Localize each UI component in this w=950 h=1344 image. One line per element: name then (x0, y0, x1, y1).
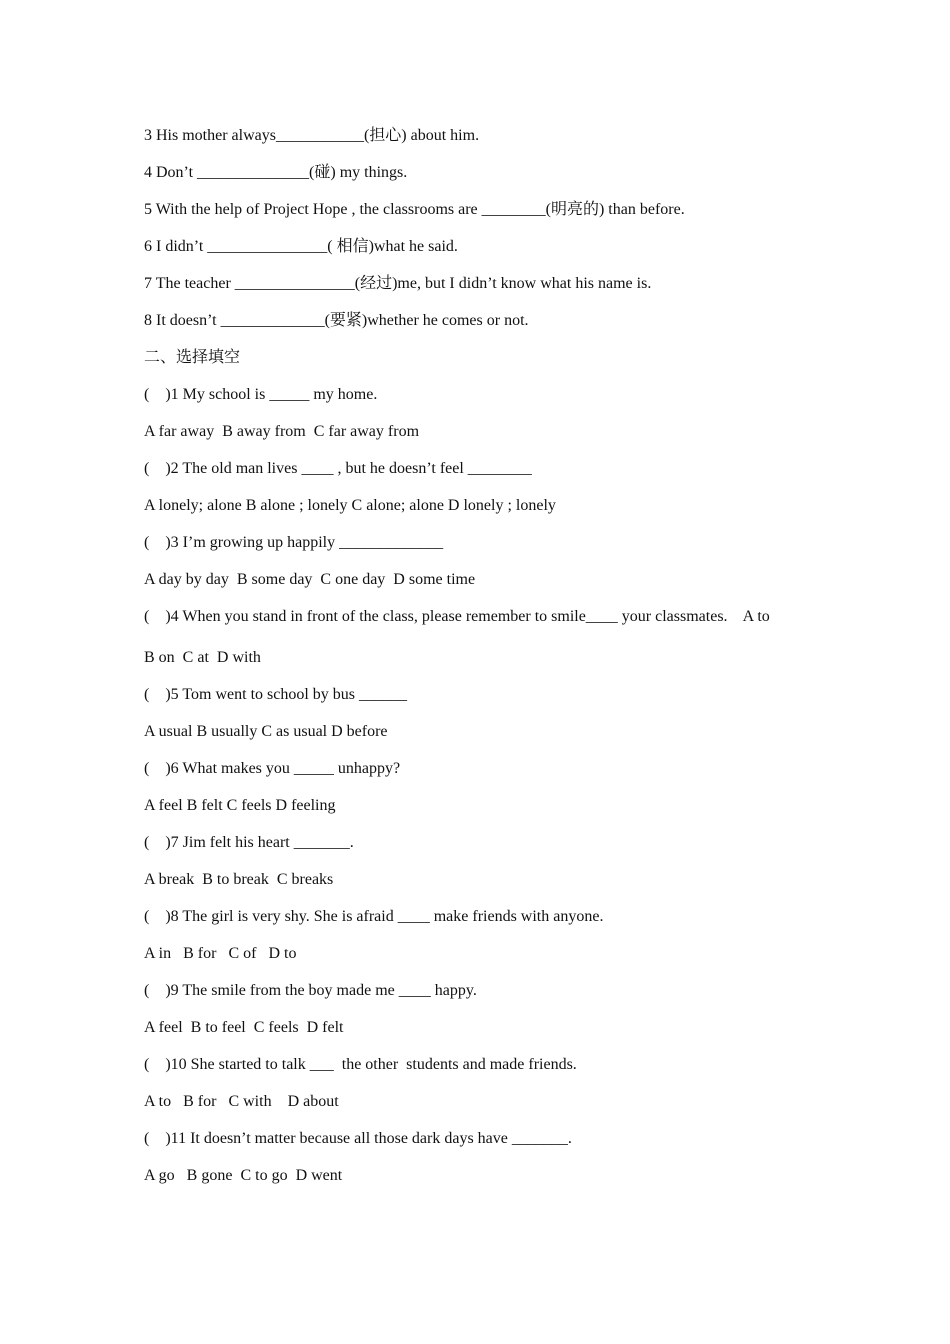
fill-in-item-4: 4 Don’t ______________(碰) my things. (144, 164, 408, 181)
question-6-options: A feel B felt C feels D feeling (144, 797, 336, 814)
fill-in-item-5: 5 With the help of Project Hope , the classrooms are ________(明亮的) than before. (144, 201, 685, 218)
question-4: ( )4 When you stand in front of the class, please remember to smile____ your classmates. A to (144, 608, 770, 625)
question-11-options: A go B gone C to go D went (144, 1167, 343, 1184)
question-8-options: A in B for C of D to (144, 945, 297, 962)
question-1-options: A far away B away from C far away from (144, 423, 420, 440)
fill-in-item-3: 3 His mother always___________(担心) about him. (144, 127, 480, 144)
question-9-options: A feel B to feel C feels D felt (144, 1019, 344, 1036)
fill-in-item-8: 8 It doesn’t _____________(要紧)whether he comes or not. (144, 312, 529, 329)
question-2: ( )2 The old man lives ____ , but he doesn’t feel ________ (144, 460, 532, 477)
fill-in-item-6: 6 I didn’t _______________( 相信)what he said. (144, 238, 458, 255)
question-3: ( )3 I’m growing up happily _____________ (144, 534, 444, 551)
question-2-options: A lonely; alone B alone ; lonely C alone; alone D lonely ; lonely (144, 497, 556, 514)
section-title: 二、选择填空 (144, 349, 241, 366)
question-5-options: A usual B usually C as usual D before (144, 723, 388, 740)
question-11: ( )11 It doesn’t matter because all those dark days have _______. (144, 1130, 572, 1147)
fill-in-item-7: 7 The teacher _______________(经过)me, but I didn’t know what his name is. (144, 275, 652, 292)
question-8: ( )8 The girl is very shy. She is afraid ____ make friends with anyone. (144, 908, 604, 925)
question-3-options: A day by day B some day C one day D some time (144, 571, 476, 588)
worksheet-content (144, 124, 824, 1201)
question-4-options: B on C at D with (144, 649, 261, 666)
question-10: ( )10 She started to talk ___ the other students and made friends. (144, 1056, 577, 1073)
question-7-options: A break B to break C breaks (144, 871, 334, 888)
question-1: ( )1 My school is _____ my home. (144, 386, 378, 403)
question-9: ( )9 The smile from the boy made me ____ happy. (144, 982, 477, 999)
question-7: ( )7 Jim felt his heart _______. (144, 834, 354, 851)
question-5: ( )5 Tom went to school by bus ______ (144, 686, 408, 703)
question-10-options: A to B for C with D about (144, 1093, 339, 1110)
question-6: ( )6 What makes you _____ unhappy? (144, 760, 401, 777)
